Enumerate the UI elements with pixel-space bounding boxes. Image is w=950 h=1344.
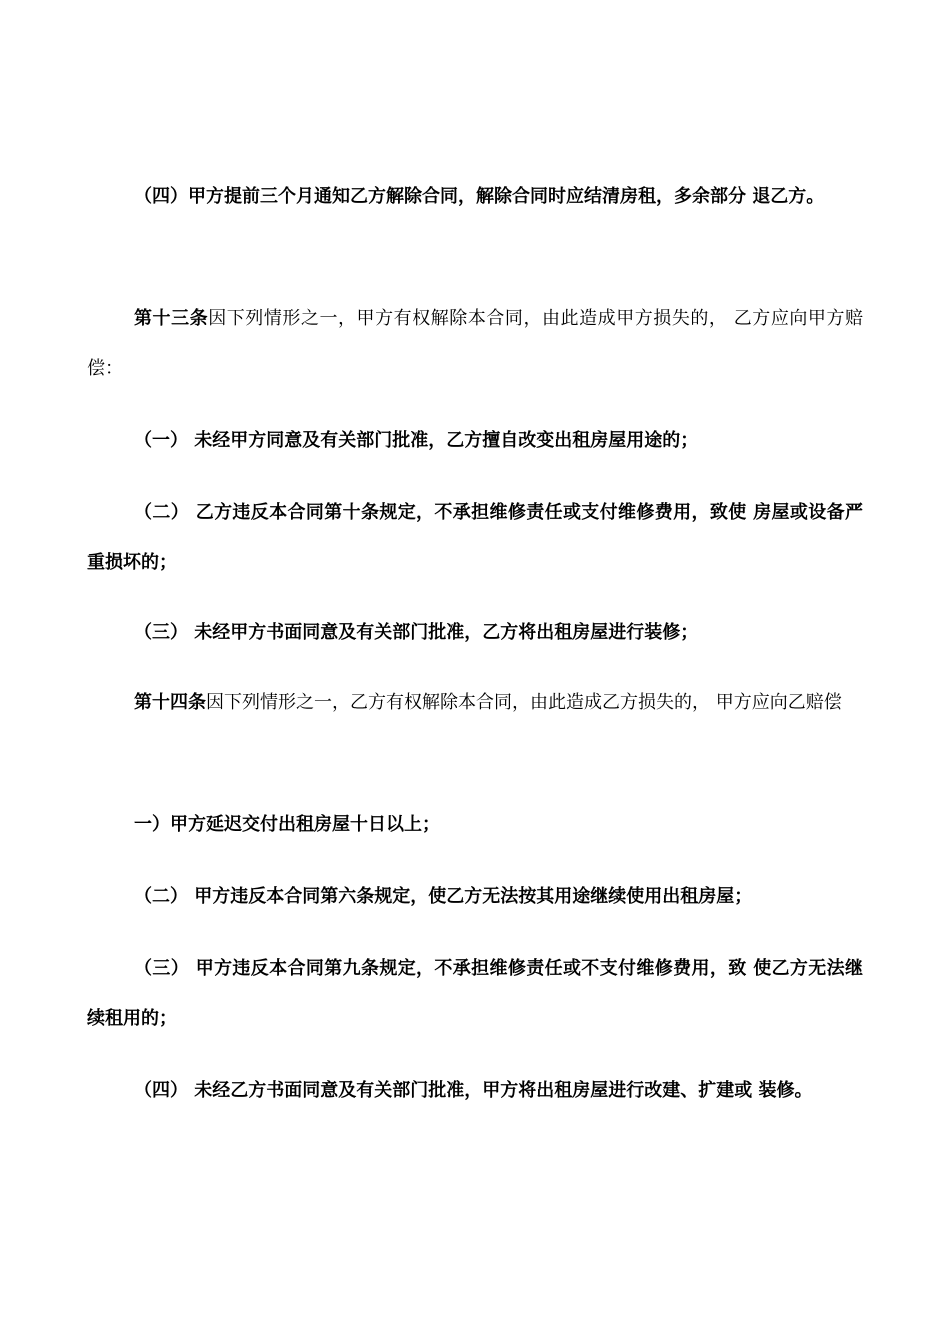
paragraph-text: （二） 乙方违反本合同第十条规定，不承担维修责任或支付维修费用，致使 房屋或设备严重损坏的； <box>87 502 863 573</box>
paragraph-text: （三） 甲方违反本合同第九条规定，不承担维修责任或不支付维修费用，致 使乙方无法继续租用的； <box>87 958 863 1029</box>
paragraph-13-item-3 <box>87 608 863 658</box>
paragraph-13-item-2 <box>87 488 863 588</box>
paragraph-14-item-4 <box>87 1066 863 1116</box>
paragraph-article-13 <box>87 294 863 394</box>
paragraph-14-item-2 <box>87 872 863 922</box>
paragraph-text: （二） 甲方违反本合同第六条规定，使乙方无法按其用途继续使用出租房屋； <box>134 886 753 907</box>
paragraph-text: 一）甲方延迟交付出租房屋十日以上； <box>134 814 440 835</box>
paragraph-text: （四）甲方提前三个月通知乙方解除合同，解除合同时应结清房租，多余部分 退乙方。 <box>134 186 825 207</box>
article-heading: 第十四条 <box>134 692 206 713</box>
paragraph-text: （四） 未经乙方书面同意及有关部门批准，甲方将出租房屋进行改建、扩建或 装修。 <box>134 1080 813 1101</box>
paragraph-text: （三） 未经甲方书面同意及有关部门批准，乙方将出租房屋进行装修； <box>134 622 699 643</box>
paragraph-text: （一） 未经甲方同意及有关部门批准，乙方擅自改变出租房屋用途的； <box>134 430 699 451</box>
paragraph-article-14 <box>87 678 863 728</box>
paragraph-14-item-3 <box>87 944 863 1044</box>
paragraph-13-item-1 <box>87 416 863 466</box>
article-heading: 第十三条 <box>134 308 209 329</box>
paragraph-14-item-1 <box>87 800 863 850</box>
paragraph-text: 因下列情形之一，乙方有权解除本合同，由此造成乙方损失的， 甲方应向乙赔偿 <box>206 692 842 713</box>
paragraph-clause-4-notice <box>87 172 863 222</box>
paragraph-text: 因下列情形之一，甲方有权解除本合同，由此造成甲方损失的， 乙方应向甲方赔偿： <box>87 308 864 379</box>
